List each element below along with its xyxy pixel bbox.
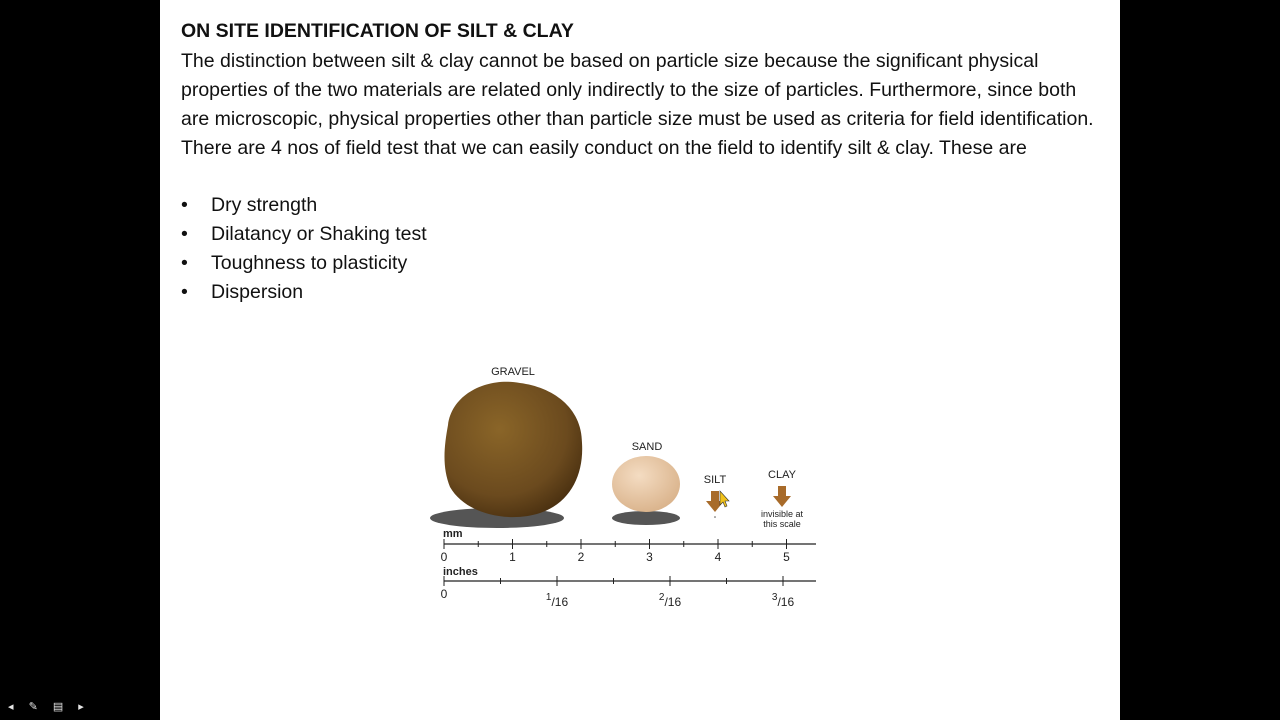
list-item: • Toughness to plasticity [181,249,427,278]
bullet-icon: • [181,252,188,274]
inch-tick-label: $^2$/16 [658,592,682,609]
gravel-label: GRAVEL [491,366,535,378]
bullet-list [181,191,427,307]
slideshow-toolbar[interactable]: ◂ ✎ ▤ ▸ [8,701,90,713]
list-item: • Dispersion [181,278,427,307]
clay-label: CLAY [768,469,796,481]
sand-particle [612,456,680,512]
list-item: • Dilatancy or Shaking test [181,220,427,249]
sand-shadow [612,511,680,525]
bullet-icon: • [181,223,188,245]
inches-unit-label: inches [443,566,478,578]
mm-tick-label: 0 [440,550,448,564]
silt-particle [714,516,716,518]
mm-scale [441,539,816,564]
slide [160,0,1120,720]
inch-tick-label: $^3$/16 [771,592,795,609]
inch-tick-label: 0 [440,587,448,601]
sand-label: SAND [631,441,663,453]
mm-tick-label: 1 [509,550,516,564]
bullet-icon: • [181,194,188,216]
mm-tick-label: 4 [714,550,722,564]
clay-note-line1: invisible at [760,509,804,519]
gravel-particle [445,382,583,517]
mm-unit-label: mm [443,528,463,540]
mm-tick-label: 3 [646,550,653,564]
bullet-icon: • [181,281,188,303]
clay-arrow-icon [773,486,791,507]
inch-scale [441,576,816,609]
silt-label: SILT [703,474,727,486]
mm-tick-label: 2 [577,550,585,564]
mm-tick-label: 5 [783,550,790,564]
particle-size-figure [430,355,830,625]
clay-note-line2: this scale [763,519,801,529]
slide-title: ON SITE IDENTIFICATION OF SILT & CLAY [181,20,574,42]
slide-paragraph: The distinction between silt & clay cannot be based on particle size because the significant physical properties of the two materials are related only indirectly to the size of particles. Furthermore, since both are microscopic, physical properties other than particle size must be used as criteria for field identification. There are 4 nos of field test that we can easily conduct on the field to identify silt & clay. These are [181,50,1094,159]
cursor-icon [720,491,729,507]
inch-tick-label: $^1$/16 [545,592,569,609]
list-item: • Dry strength [181,191,427,220]
